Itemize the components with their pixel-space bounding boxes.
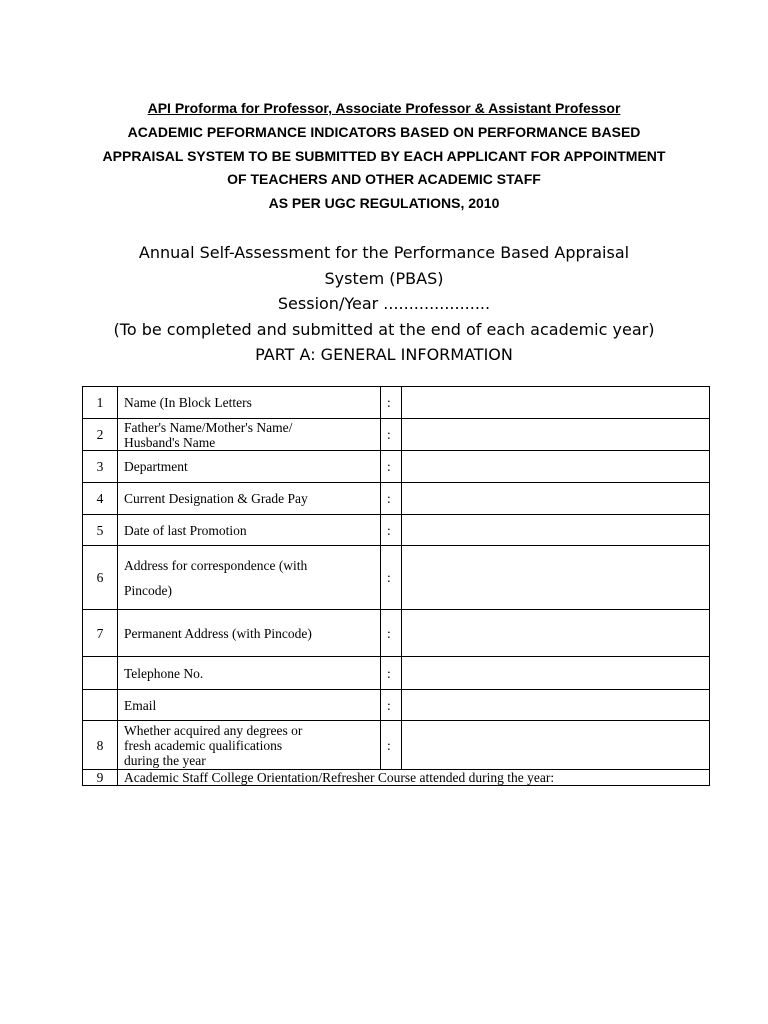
- proforma-title: [0, 96, 768, 120]
- permanent-address-field[interactable]: [402, 610, 710, 657]
- row-label-line: fresh academic qualifications: [124, 737, 283, 753]
- row-number: 8: [83, 721, 118, 770]
- row-label-line: Father's Name/Mother's Name/: [124, 419, 293, 435]
- form-row-qualifications: [83, 721, 710, 770]
- row-number: [83, 690, 118, 721]
- correspondence-address-field[interactable]: [402, 546, 710, 610]
- row-label: [118, 546, 381, 610]
- row-colon: :: [381, 451, 402, 483]
- general-information-table: [82, 386, 710, 786]
- row-colon: :: [381, 483, 402, 515]
- qualifications-field[interactable]: [402, 721, 710, 770]
- instruction-line: (To be completed and submitted at the end of each academic year): [113, 320, 655, 339]
- row-colon: :: [381, 610, 402, 657]
- header-line-2: ACADEMIC PEFORMANCE INDICATORS BASED ON PERFORMANCE BASED: [127, 124, 641, 140]
- form-row-name: [83, 387, 710, 419]
- session-year-line: Session/Year .....................: [277, 294, 491, 313]
- row-label: Telephone No.: [118, 657, 381, 690]
- last-promotion-field[interactable]: [402, 515, 710, 546]
- row-number: 4: [83, 483, 118, 515]
- form-row-permanent-address: [83, 610, 710, 657]
- row-label: Email: [118, 690, 381, 721]
- form-row-department: [83, 451, 710, 483]
- email-field[interactable]: [402, 690, 710, 721]
- row-number: [83, 657, 118, 690]
- row-label: Permanent Address (with Pincode): [118, 610, 381, 657]
- name-field[interactable]: [402, 387, 710, 419]
- row-number: 9: [83, 770, 118, 786]
- row-label: Current Designation & Grade Pay: [118, 483, 381, 515]
- row-label: Department: [118, 451, 381, 483]
- row-number: 7: [83, 610, 118, 657]
- orientation-course-label: Academic Staff College Orientation/Refresher Course attended during the year:: [118, 770, 710, 786]
- row-number: 5: [83, 515, 118, 546]
- form-row-designation: [83, 483, 710, 515]
- row-number: 6: [83, 546, 118, 610]
- row-colon: :: [381, 721, 402, 770]
- header-line-5: AS PER UGC REGULATIONS, 2010: [268, 195, 500, 211]
- row-colon: :: [381, 657, 402, 690]
- subheader-line-1: Annual Self-Assessment for the Performance Based Appraisal: [138, 243, 630, 262]
- row-number: 2: [83, 419, 118, 451]
- row-colon: :: [381, 546, 402, 610]
- form-row-email: [83, 690, 710, 721]
- row-label-line: Whether acquired any degrees or: [124, 722, 303, 738]
- designation-field[interactable]: [402, 483, 710, 515]
- header-line-4: OF TEACHERS AND OTHER ACADEMIC STAFF: [227, 171, 541, 187]
- subheader-line-2: System (PBAS): [324, 269, 444, 288]
- row-label-line: Address for correspondence (with: [124, 557, 308, 573]
- row-number: 3: [83, 451, 118, 483]
- form-row-last-promotion: [83, 515, 710, 546]
- department-field[interactable]: [402, 451, 710, 483]
- form-row-telephone: [83, 657, 710, 690]
- row-label-line: Pincode): [124, 582, 172, 598]
- row-number: 1: [83, 387, 118, 419]
- row-colon: :: [381, 419, 402, 451]
- row-colon: :: [381, 515, 402, 546]
- part-a-title: PART A: GENERAL INFORMATION: [255, 345, 513, 364]
- row-label: [118, 419, 381, 451]
- row-label: Date of last Promotion: [118, 515, 381, 546]
- row-label-line: during the year: [124, 752, 206, 768]
- form-row-orientation-course: [83, 770, 710, 786]
- row-label: Name (In Block Letters: [118, 387, 381, 419]
- parent-name-field[interactable]: [402, 419, 710, 451]
- form-row-correspondence-address: [83, 546, 710, 610]
- telephone-field[interactable]: [402, 657, 710, 690]
- proforma-title-text: API Proforma for Professor, Associate Professor & Assistant Professor: [147, 100, 621, 116]
- row-colon: :: [381, 387, 402, 419]
- row-label-line: Husband's Name: [124, 434, 216, 450]
- header-line-3: APPRAISAL SYSTEM TO BE SUBMITTED BY EACH APPLICANT FOR APPOINTMENT: [102, 148, 666, 164]
- row-label: [118, 721, 381, 770]
- row-colon: :: [381, 690, 402, 721]
- form-row-parent-name: [83, 419, 710, 451]
